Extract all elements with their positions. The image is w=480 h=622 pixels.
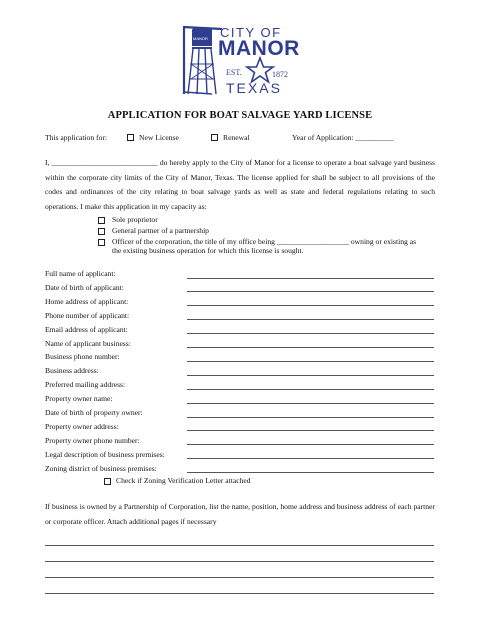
field-label: Date of birth of applicant:: [45, 282, 124, 292]
logo-year: 1872: [272, 70, 288, 79]
field-label: Legal description of business premises:: [45, 449, 165, 459]
field-label: Zoning district of business premises:: [45, 463, 157, 473]
city-logo: [182, 24, 300, 98]
field-input-line[interactable]: [187, 472, 434, 473]
field-label: Phone number of applicant:: [45, 310, 130, 320]
field-input-line[interactable]: [187, 403, 434, 404]
field-label: Business phone number:: [45, 352, 120, 362]
capacity-option-sole: Sole proprietor: [112, 215, 158, 224]
field-input-line[interactable]: [187, 458, 434, 459]
renewal-label: Renewal: [223, 133, 250, 142]
new-license-label: New License: [139, 133, 179, 142]
field-input-line[interactable]: [187, 361, 434, 362]
field-input-line[interactable]: [187, 389, 434, 390]
checkbox-icon[interactable]: [211, 134, 218, 141]
checkbox-icon[interactable]: [127, 134, 134, 141]
field-input-line[interactable]: [187, 444, 434, 445]
field-input-line[interactable]: [187, 333, 434, 334]
zoning-checkbox-label: Check if Zoning Verification Letter attached: [116, 476, 251, 485]
field-input-line[interactable]: [187, 347, 434, 348]
logo-manor: MANOR: [218, 37, 300, 60]
field-input-line[interactable]: [187, 430, 434, 431]
application-for-label: This application for:: [45, 133, 107, 142]
logo-est: EST.: [226, 68, 242, 77]
field-label: Property owner phone number:: [45, 435, 140, 445]
field-input-line[interactable]: [187, 278, 434, 279]
checkbox-icon[interactable]: [98, 228, 105, 235]
answer-line[interactable]: [45, 561, 434, 562]
intro-paragraph: I, ____________________________ do hereby apply to the City of Manor for a license to operate a boat salvage yard business within the corporate city limits of the City of Manor, Texas. The license applied for shall be subject to all provisions of the codes and ordinances of the city relating to boat salvage yards as well as state and federal regulations relating to such operations. I make this application in my capacity as:: [45, 158, 435, 211]
field-input-line[interactable]: [187, 305, 434, 306]
checkbox-icon[interactable]: [98, 239, 105, 246]
capacity-option-officer: Officer of the corporation, the title of my office being ___________________ owning or existing as: [112, 237, 417, 246]
checkbox-icon[interactable]: [104, 478, 111, 485]
field-input-line[interactable]: [187, 319, 434, 320]
answer-line[interactable]: [45, 577, 434, 578]
capacity-continuation: the existing business operation for which this license is sought.: [112, 246, 304, 255]
checkbox-icon[interactable]: [98, 217, 105, 224]
field-label: Property owner name:: [45, 394, 113, 404]
field-input-line[interactable]: [187, 417, 434, 418]
year-of-application[interactable]: Year of Application: __________: [292, 133, 394, 142]
field-label: Home address of applicant:: [45, 296, 129, 306]
logo-texas: TEXAS: [226, 80, 282, 96]
field-input-line[interactable]: [187, 375, 434, 376]
field-label: Business address:: [45, 366, 99, 376]
field-label: Name of applicant business:: [45, 338, 131, 348]
form-title: APPLICATION FOR BOAT SALVAGE YARD LICENSE: [107, 110, 373, 121]
field-label: Preferred mailing address:: [45, 380, 126, 390]
logo-tower-text: MANOR: [193, 36, 208, 41]
partnership-paragraph: If business is owned by a Partnership of Corporation, list the name, position, home address and business address of each partner or corporate officer. Attach additional pages if necessary: [45, 502, 435, 526]
star-icon: [247, 58, 273, 82]
capacity-option-partner: General partner of a partnership: [112, 226, 209, 235]
field-input-line[interactable]: [187, 291, 434, 292]
logo-city-of: CITY OF: [220, 25, 282, 40]
answer-line[interactable]: [45, 545, 434, 546]
field-label: Date of birth of property owner:: [45, 408, 143, 417]
answer-line[interactable]: [45, 593, 434, 594]
field-label: Property owner address:: [45, 421, 119, 431]
field-label: Email address of applicant:: [45, 324, 128, 334]
field-label: Full name of applicant:: [45, 269, 116, 278]
